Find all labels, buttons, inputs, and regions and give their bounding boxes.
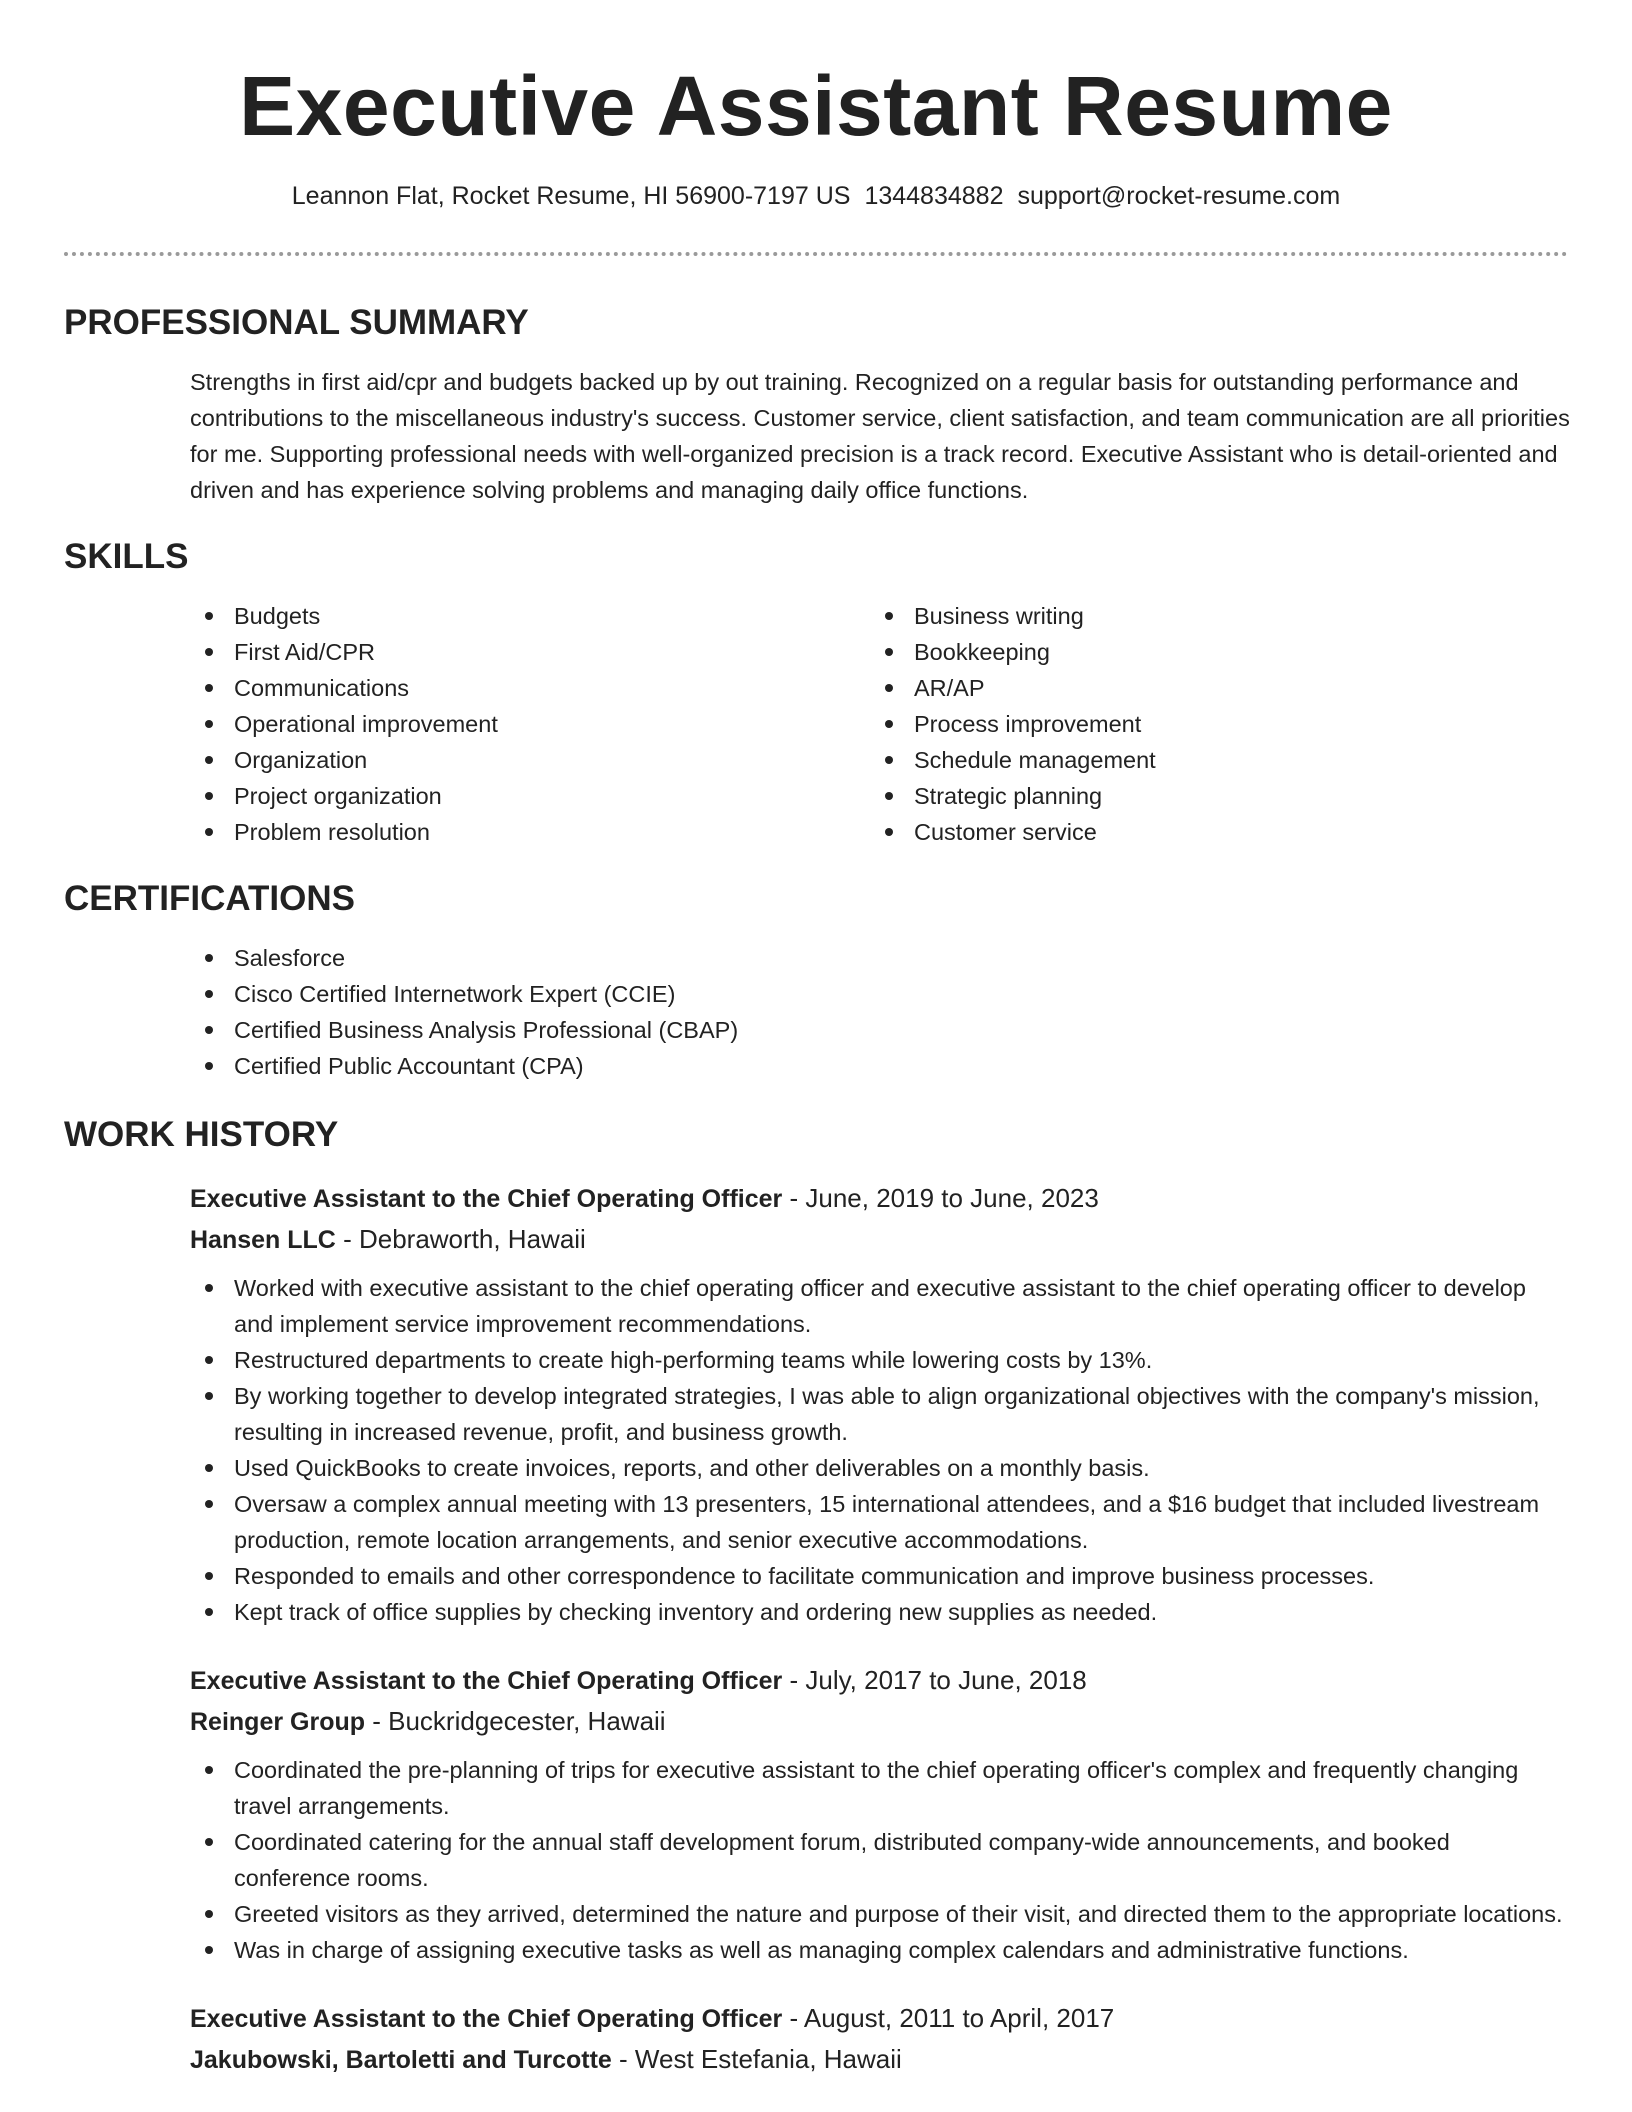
job-duties-list bbox=[190, 1270, 1570, 1630]
skill-item: Bookkeeping bbox=[870, 634, 1550, 670]
job-duties-list bbox=[190, 1752, 1570, 1968]
certification-item: Certified Public Accountant (CPA) bbox=[190, 1048, 1568, 1084]
job-duty: Used QuickBooks to create invoices, reports, and other deliverables on a monthly basis. bbox=[190, 1450, 1570, 1486]
skill-item: Business writing bbox=[870, 598, 1550, 634]
job-duty: Restructured departments to create high-performing teams while lowering costs by 13%. bbox=[190, 1342, 1570, 1378]
certification-item: Certified Business Analysis Professional (CBAP) bbox=[190, 1012, 1568, 1048]
skills-section bbox=[64, 536, 1568, 850]
certifications-heading: CERTIFICATIONS bbox=[64, 879, 356, 918]
skill-item: AR/AP bbox=[870, 670, 1550, 706]
job-company-line bbox=[190, 1219, 1570, 1260]
skill-item: Project organization bbox=[190, 778, 870, 814]
job-entry bbox=[190, 1998, 1570, 2080]
job-duty: Coordinated catering for the annual staff development forum, distributed company-wide announcements, and booked conference rooms. bbox=[190, 1824, 1570, 1896]
job-location: - Debraworth, Hawaii bbox=[335, 1224, 586, 1254]
header-divider bbox=[64, 252, 1568, 256]
skills-columns bbox=[190, 598, 1568, 850]
job-company-line bbox=[190, 1701, 1570, 1742]
certifications-section bbox=[64, 878, 1568, 1084]
work-history-section bbox=[64, 1114, 1568, 2080]
job-title-line bbox=[190, 1178, 1570, 1219]
job-company-line bbox=[190, 2039, 1570, 2080]
skill-item: Strategic planning bbox=[870, 778, 1550, 814]
job-company: Hansen LLC bbox=[190, 1226, 336, 1254]
job-title: Executive Assistant to the Chief Operating Officer bbox=[190, 2005, 783, 2033]
job-duty: Responded to emails and other correspondence to facilitate communication and improve business processes. bbox=[190, 1558, 1570, 1594]
contact-address: Leannon Flat, Rocket Resume, HI 56900-7197 US bbox=[291, 182, 851, 210]
job-title: Executive Assistant to the Chief Operating Officer bbox=[190, 1667, 783, 1695]
job-company: Jakubowski, Bartoletti and Turcotte bbox=[190, 2046, 612, 2074]
skills-left-list bbox=[190, 598, 870, 850]
summary-heading: PROFESSIONAL SUMMARY bbox=[64, 303, 529, 342]
resume-page bbox=[64, 0, 1568, 2080]
job-dates: - June, 2019 to June, 2023 bbox=[782, 1183, 1099, 1213]
job-entry bbox=[190, 1660, 1570, 1968]
job-dates: - July, 2017 to June, 2018 bbox=[782, 1665, 1087, 1695]
contact-phone: 1344834882 bbox=[864, 182, 1004, 210]
job-dates: - August, 2011 to April, 2017 bbox=[782, 2003, 1115, 2033]
skills-heading: SKILLS bbox=[64, 537, 189, 576]
job-duty: Coordinated the pre-planning of trips for executive assistant to the chief operating officer's complex and frequently changing travel arrangements. bbox=[190, 1752, 1570, 1824]
job-duty: Kept track of office supplies by checking inventory and ordering new supplies as needed. bbox=[190, 1594, 1570, 1630]
job-entry bbox=[190, 1178, 1570, 1630]
contact-email: support@rocket-resume.com bbox=[1017, 182, 1341, 210]
summary-text: Strengths in first aid/cpr and budgets backed up by out training. Recognized on a regular basis for outstanding performance and contributions to the miscellaneous industry's success. Customer service, client satisfaction, and team communication are all priorities for me. Supporting professional needs with well-organized precision is a track record. Executive Assistant who is detail-oriented and driven and has experience solving problems and managing daily office functions. bbox=[190, 369, 1570, 503]
job-duty: By working together to develop integrated strategies, I was able to align organizational objectives with the company's mission, resulting in increased revenue, profit, and business growth. bbox=[190, 1378, 1570, 1450]
skill-item: Schedule management bbox=[870, 742, 1550, 778]
skill-item: Organization bbox=[190, 742, 870, 778]
skill-item: First Aid/CPR bbox=[190, 634, 870, 670]
certification-item: Salesforce bbox=[190, 940, 1568, 976]
job-duty: Was in charge of assigning executive tasks as well as managing complex calendars and administrative functions. bbox=[190, 1932, 1570, 1968]
job-location: - West Estefania, Hawaii bbox=[611, 2044, 902, 2074]
skills-right-list bbox=[870, 598, 1550, 850]
skill-item: Customer service bbox=[870, 814, 1550, 850]
skill-item: Operational improvement bbox=[190, 706, 870, 742]
skill-item: Budgets bbox=[190, 598, 870, 634]
job-duty: Greeted visitors as they arrived, determined the nature and purpose of their visit, and directed them to the appropriate locations. bbox=[190, 1896, 1570, 1932]
resume-title: Executive Assistant Resume bbox=[239, 59, 1393, 153]
job-duty: Oversaw a complex annual meeting with 13 presenters, 15 international attendees, and a $16 budget that included livestream production, remote location arrangements, and senior executive accommodations. bbox=[190, 1486, 1570, 1558]
work-history-heading: WORK HISTORY bbox=[64, 1115, 339, 1154]
job-company: Reinger Group bbox=[190, 1708, 366, 1736]
skill-item: Problem resolution bbox=[190, 814, 870, 850]
contact-line bbox=[64, 180, 1568, 212]
job-title: Executive Assistant to the Chief Operating Officer bbox=[190, 1185, 783, 1213]
skill-item: Communications bbox=[190, 670, 870, 706]
job-duty: Worked with executive assistant to the chief operating officer and executive assistant to the chief operating officer to develop and implement service improvement recommendations. bbox=[190, 1270, 1570, 1342]
certifications-list bbox=[190, 940, 1568, 1084]
skill-item: Process improvement bbox=[870, 706, 1550, 742]
job-location: - Buckridgecester, Hawaii bbox=[365, 1706, 666, 1736]
job-title-line bbox=[190, 1998, 1570, 2039]
job-title-line bbox=[190, 1660, 1570, 1701]
summary-section bbox=[64, 302, 1568, 508]
certification-item: Cisco Certified Internetwork Expert (CCIE) bbox=[190, 976, 1568, 1012]
